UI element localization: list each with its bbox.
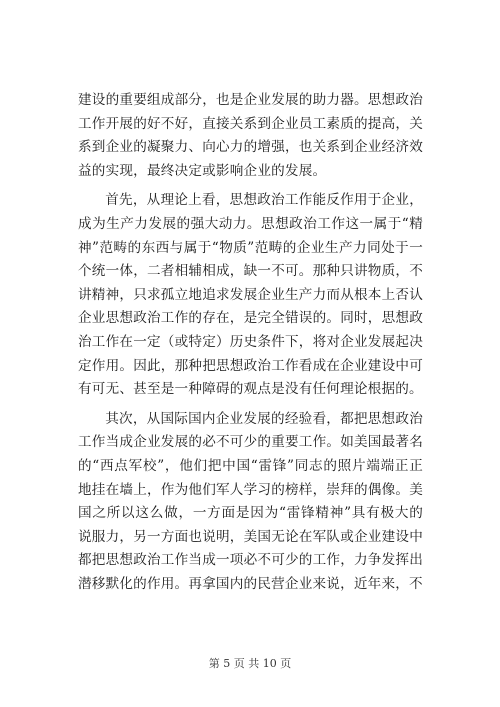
paragraph-experience: 其次，从国际国内企业发展的经验看，都把思想政治工作当成企业发展的必不可少的重要工作。如美国最著名的“西点军校”，他们把中国“雷锋”同志的照片端端正正地挂在墙上，作为他们军人学习的榜样，崇拜的偶像。美国之所以这么做，一方面是因为“雷锋精神”具有极大的说服力，另一方面也说明，美国无论在军队或企业建设中都把思想政治工作当成一项必不可少的工作，力争发挥出潜移默化的作用。再拿国内的民营企业来说，近年来，不 (78, 410, 423, 592)
paragraph-continuation: 建设的重要组成部分，也是企业发展的助力器。思想政治工作开展的好不好，直接关系到企业员工素质的提高，关系到企业的凝聚力、向心力的增强，也关系到企业经济效益的实现，最终决定或影响企业的发展。 (78, 92, 423, 179)
page-number-footer: 第 5 页 共 10 页 (208, 657, 292, 670)
paragraph-theory: 首先，从理论上看，思想政治工作能反作用于企业，成为生产力发展的强大动力。思想政治工作这一属于“精神”范畴的东西与属于“物质”范畴的企业生产力同处于一个统一体，二者相辅相成，缺一不可。那种只讲物质，不讲精神，只求孤立地追求发展企业生产力而从根本上否认企业思想政治工作的存在，是完全错误的。同时，思想政治工作在一定（或特定）历史条件下，将对企业发展起决定作用。因此，那种把思想政治工作看成在企业建设中可有可无、甚至是一种障碍的观点是没有任何理论根据的。 (78, 192, 423, 398)
document-body (78, 89, 423, 602)
